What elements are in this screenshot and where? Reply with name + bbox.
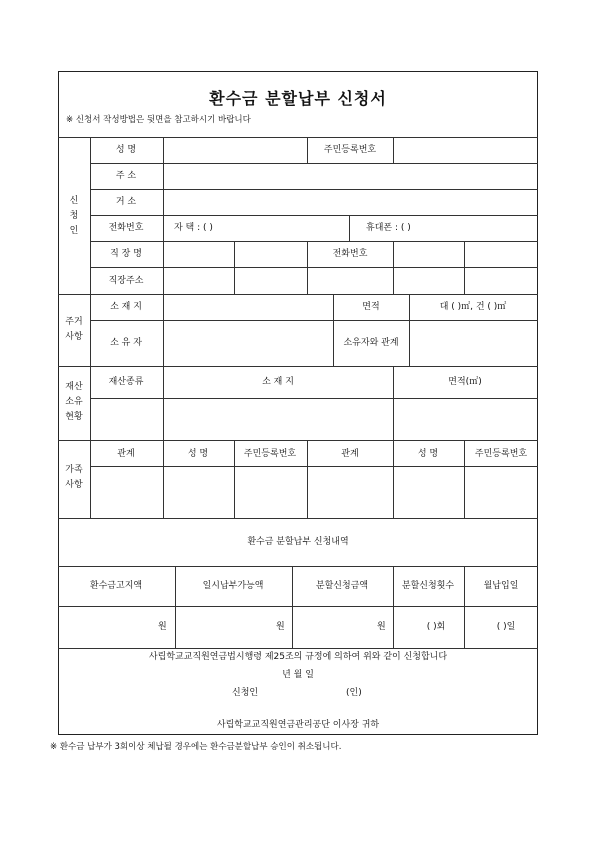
mobile-phone-field[interactable]: 휴대폰 : ( ) [366, 223, 411, 233]
family-name-field[interactable] [164, 467, 233, 517]
seal-mark: (인) [346, 688, 362, 698]
declaration-applicant-label: 신청인 [232, 688, 259, 698]
owner-relation-field[interactable] [410, 321, 537, 366]
form-title: 환수금 분할납부 신청서 [209, 89, 387, 108]
asset-location-field[interactable] [164, 399, 392, 439]
work-address-field[interactable] [164, 268, 537, 293]
work-address-label: 직장주소 [108, 276, 144, 286]
phone-label: 전화번호 [108, 223, 144, 233]
workplace-field[interactable] [164, 242, 306, 267]
rule [349, 215, 350, 241]
notice-amount-field[interactable] [59, 607, 174, 647]
asset-type-field[interactable] [91, 399, 162, 439]
won-unit: 원 [276, 622, 285, 632]
won-unit: 원 [158, 622, 167, 632]
applicant-section-label: 신 청 인 [69, 196, 79, 236]
owner-relation-label: 소유자와 관계 [343, 338, 399, 348]
rule [464, 566, 465, 648]
family-name-field-2[interactable] [394, 467, 463, 517]
installment-heading: 환수금 분할납부 신청내역 [247, 537, 349, 547]
housing-area-field[interactable]: 대 ( )㎡, 건 ( )㎡ [439, 302, 507, 312]
asset-area-field[interactable] [394, 399, 537, 439]
housing-area-label: 면적 [362, 302, 380, 312]
request-amount-label: 분할신청금액 [315, 581, 369, 591]
name-label: 성 명 [115, 145, 137, 155]
installment-count-field[interactable]: ( )회 [426, 622, 446, 632]
name-field[interactable] [164, 138, 306, 163]
asset-type-label: 재산종류 [108, 377, 144, 387]
rule [90, 215, 538, 216]
residence-field[interactable] [164, 190, 537, 215]
asset-area-label: 면적(㎡) [448, 377, 482, 387]
address-field[interactable] [164, 164, 537, 189]
rule [393, 566, 394, 648]
rule [90, 137, 91, 518]
home-phone-field[interactable]: 자 택 : ( ) [174, 223, 213, 233]
lump-sum-label: 일시납부가능액 [202, 581, 264, 591]
housing-location-label: 소 재 지 [110, 302, 142, 312]
rule [58, 440, 538, 441]
housing-location-field[interactable] [164, 295, 332, 320]
bottom-note: ※ 환수금 납부가 3회이상 체납될 경우에는 환수금분할납부 승인이 취소됩니다. [50, 742, 342, 752]
declaration-date: 년 월 일 [282, 670, 314, 680]
rule [58, 648, 538, 649]
family-section-label: 가족 사항 [65, 465, 83, 490]
workplace-label: 직 장 명 [110, 249, 142, 259]
declaration-recipient: 사립학교교직원연금관리공단 이사장 귀하 [216, 720, 380, 730]
family-rrn-field[interactable] [235, 467, 306, 517]
rule [307, 137, 308, 163]
housing-section-label: 주거 사항 [65, 317, 83, 342]
rrn-field[interactable] [394, 138, 537, 163]
address-label: 주 소 [115, 171, 137, 181]
work-phone-field[interactable] [394, 242, 537, 267]
assets-section-label: 재산 소유 현황 [65, 382, 83, 422]
asset-location-label: 소 재 지 [262, 377, 294, 387]
family-rrn-field-2[interactable] [465, 467, 537, 517]
applicant-signature-field[interactable] [266, 686, 342, 700]
owner-field[interactable] [164, 321, 332, 366]
installment-count-label: 분할신청횟수 [401, 581, 455, 591]
family-relation-field-2[interactable] [308, 467, 392, 517]
rule [333, 294, 334, 366]
family-name-label-2: 성 명 [417, 449, 439, 459]
family-name-label: 성 명 [187, 449, 209, 459]
declaration-statement: 사립학교교직원연금법시행령 제25조의 규정에 의하여 위와 같이 신청합니다 [148, 652, 448, 662]
payment-day-label: 월납입일 [483, 581, 519, 591]
family-relation-label: 관계 [117, 449, 135, 459]
won-unit: 원 [377, 622, 386, 632]
rrn-label: 주민등록번호 [323, 145, 377, 155]
rule [58, 518, 538, 519]
form-note: ※ 신청서 작성방법은 뒷면을 참고하시기 바랍니다 [66, 115, 251, 125]
family-rrn-label: 주민등록번호 [243, 449, 297, 459]
family-relation-label-2: 관계 [341, 449, 359, 459]
payment-day-field[interactable]: ( )일 [496, 622, 516, 632]
family-rrn-label-2: 주민등록번호 [474, 449, 528, 459]
family-relation-field[interactable] [91, 467, 162, 517]
owner-label: 소 유 자 [110, 338, 142, 348]
notice-amount-label: 환수금고지액 [89, 581, 143, 591]
work-phone-label: 전화번호 [332, 249, 368, 259]
residence-label: 거 소 [115, 197, 137, 207]
rule [58, 366, 538, 367]
rule [58, 566, 538, 567]
lump-sum-field[interactable] [176, 607, 291, 647]
